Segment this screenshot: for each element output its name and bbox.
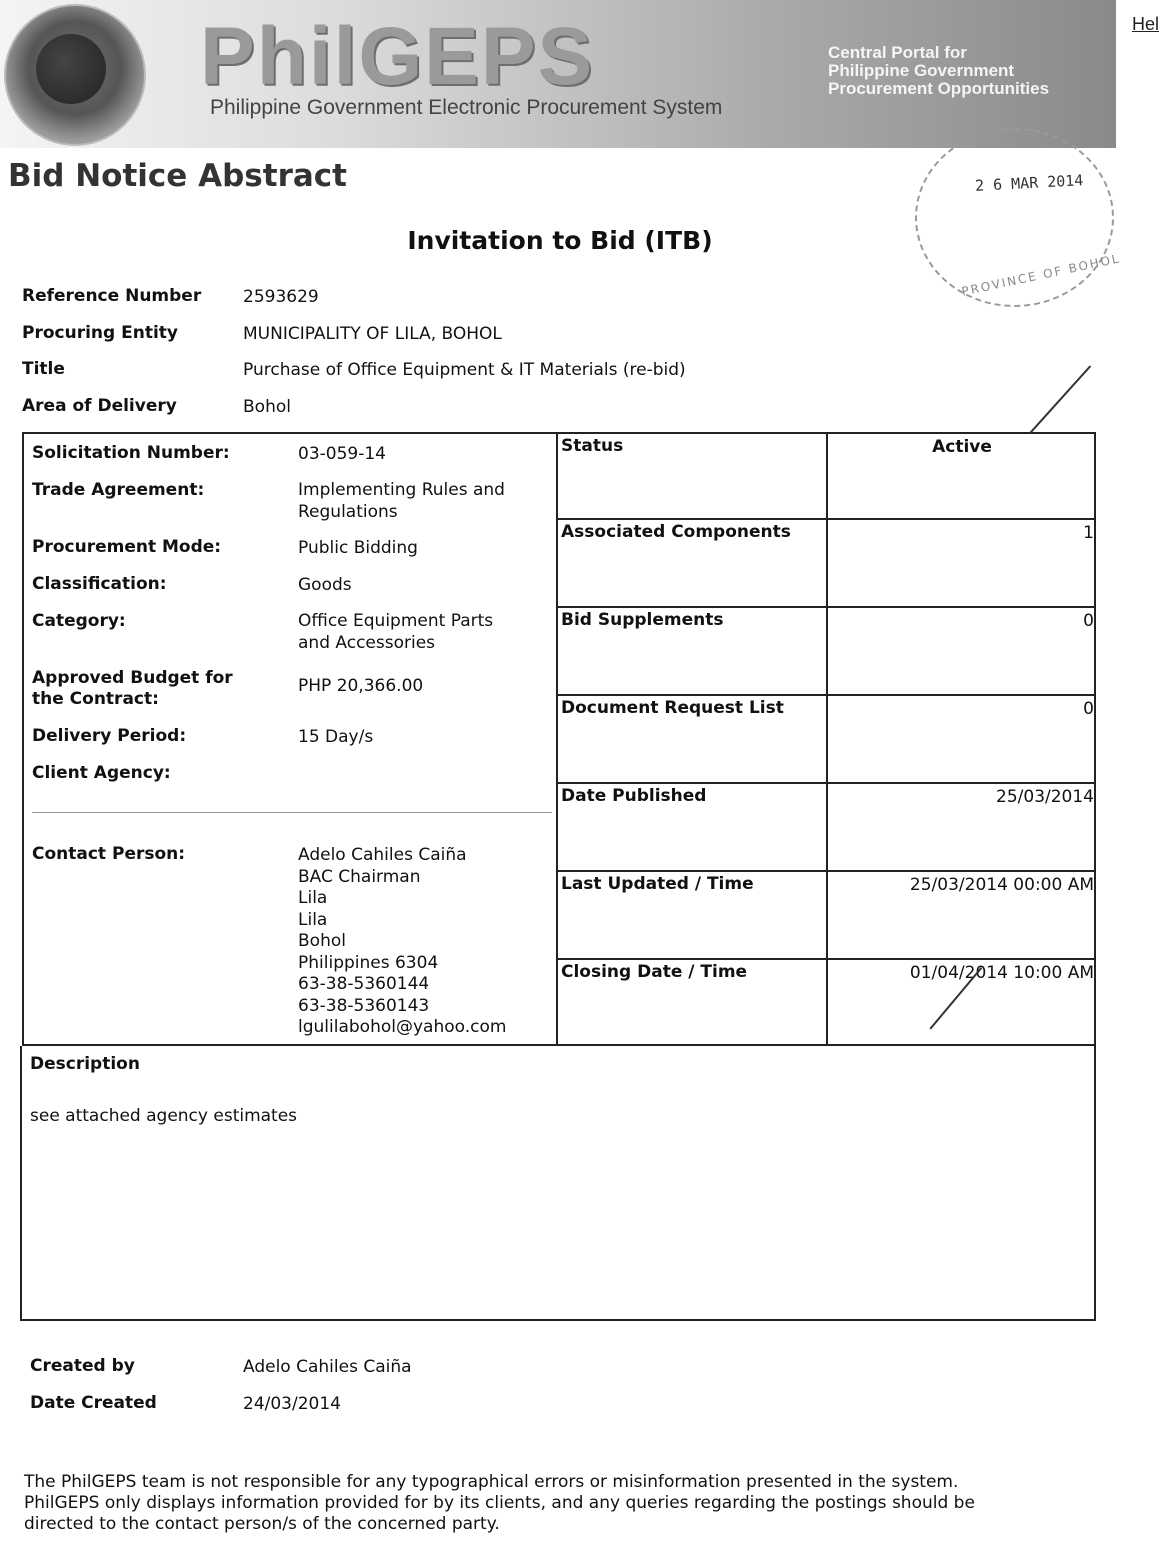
contact-phone: 63-38-5360144	[298, 974, 430, 994]
contact-position: BAC Chairman	[298, 866, 421, 887]
date-created-value: 24/03/2014	[243, 1394, 341, 1414]
contact-address-line: Lila	[298, 909, 328, 930]
status-value: Active	[932, 437, 992, 457]
created-by-value: Adelo Cahiles Caiña	[243, 1357, 412, 1377]
title-value: Purchase of Office Equipment & IT Materials (re-bid)	[243, 360, 686, 380]
approved-budget-label-line-1: Approved Budget for	[32, 668, 233, 688]
reference-number-label: Reference Number	[22, 286, 202, 306]
row-divider	[556, 606, 1096, 608]
created-by-label: Created by	[30, 1356, 135, 1376]
trade-agreement-line-2: Regulations	[298, 501, 398, 522]
stamp-date: 2 6 MAR 2014	[974, 171, 1084, 195]
portal-tagline	[828, 44, 1049, 98]
solicitation-number-label: Solicitation Number:	[32, 443, 230, 463]
category-line-2: and Accessories	[298, 632, 436, 653]
page-title: Bid Notice Abstract	[8, 158, 347, 194]
category-line-1: Office Equipment Parts	[298, 611, 494, 631]
procurement-mode-label: Procurement Mode:	[32, 537, 222, 557]
disclaimer-line-3: directed to the contact person/s of the concerned party.	[24, 1514, 500, 1534]
area-of-delivery-label: Area of Delivery	[22, 396, 177, 416]
status-label: Status	[561, 436, 624, 456]
title-label: Title	[22, 359, 65, 379]
table-divider	[556, 432, 558, 1046]
area-of-delivery-value: Bohol	[243, 397, 291, 417]
contact-country: Philippines 6304	[298, 952, 439, 973]
disclaimer-line-1: The PhilGEPS team is not responsible for any typographical errors or misinformation presented in the system.	[24, 1472, 959, 1492]
pen-mark	[1029, 365, 1090, 433]
contact-email: lgulilabohol@yahoo.com	[298, 1017, 507, 1037]
date-published-label: Date Published	[561, 786, 707, 806]
disclaimer-line-2: PhilGEPS only displays information provided for by its clients, and any queries regarding the postings should be	[24, 1493, 975, 1513]
contact-person-label: Contact Person:	[32, 844, 186, 864]
associated-components-label: Associated Components	[561, 522, 791, 542]
classification-value: Goods	[298, 575, 352, 595]
procuring-entity-value: MUNICIPALITY OF LILA, BOHOL	[243, 324, 502, 344]
logo-subtitle: Philippine Government Electronic Procurement System	[210, 96, 723, 119]
bid-supplements-value: 0	[1083, 611, 1094, 631]
row-divider	[556, 870, 1096, 872]
table-divider	[826, 432, 828, 1046]
closing-date-value: 01/04/2014 10:00 AM	[909, 963, 1094, 983]
category-value	[298, 611, 493, 654]
portal-line-3: Procurement Opportunities	[828, 79, 1050, 98]
reference-number-value: 2593629	[243, 287, 319, 307]
contact-person-block	[298, 845, 506, 1039]
contact-address-line: Lila	[298, 888, 328, 908]
contact-name: Adelo Cahiles Caiña	[298, 845, 467, 865]
seal-center	[36, 34, 106, 104]
help-link[interactable]: Hel	[1132, 14, 1160, 34]
bid-supplements-label: Bid Supplements	[561, 610, 724, 630]
row-divider	[556, 782, 1096, 784]
row-divider	[556, 694, 1096, 696]
document-title: Invitation to Bid (ITB)	[407, 226, 713, 255]
disclaimer	[24, 1472, 1124, 1535]
contact-fax: 63-38-5360143	[298, 995, 430, 1016]
approved-budget-label-line-2: the Contract:	[32, 689, 159, 709]
delivery-period-label: Delivery Period:	[32, 726, 187, 746]
last-updated-label: Last Updated / Time	[561, 874, 754, 894]
classification-label: Classification:	[32, 574, 167, 594]
logo-text: PhilGEPS	[200, 11, 595, 102]
category-label: Category:	[32, 611, 126, 631]
portal-line-2: Philippine Government	[828, 61, 1015, 80]
description-text: see attached agency estimates	[30, 1106, 298, 1126]
date-created-label: Date Created	[30, 1393, 157, 1413]
last-updated-value: 25/03/2014 00:00 AM	[909, 875, 1094, 895]
stamp-province: PROVINCE OF BOHOL	[960, 251, 1122, 299]
approved-budget-label	[32, 668, 233, 710]
procurement-mode-value: Public Bidding	[298, 538, 418, 558]
client-agency-label: Client Agency:	[32, 763, 171, 783]
document-request-list-value: 0	[1083, 699, 1094, 719]
contact-address-line: Bohol	[298, 931, 346, 951]
section-divider	[32, 812, 552, 813]
solicitation-number-value: 03-059-14	[298, 444, 386, 464]
trade-agreement-value	[298, 480, 505, 523]
row-divider	[556, 518, 1096, 520]
delivery-period-value: 15 Day/s	[298, 727, 374, 747]
description-label: Description	[30, 1054, 140, 1074]
portal-line-1: Central Portal for	[828, 43, 967, 62]
procuring-entity-label: Procuring Entity	[22, 323, 178, 343]
date-published-value: 25/03/2014	[996, 787, 1094, 807]
closing-date-label: Closing Date / Time	[561, 962, 748, 982]
associated-components-value: 1	[1083, 523, 1094, 543]
description-box	[20, 1046, 1096, 1321]
trade-agreement-line-1: Implementing Rules and	[298, 480, 505, 500]
trade-agreement-label: Trade Agreement:	[32, 480, 205, 500]
document-request-list-label: Document Request List	[561, 698, 784, 718]
approved-budget-value: PHP 20,366.00	[298, 676, 424, 696]
row-divider	[556, 958, 1096, 960]
